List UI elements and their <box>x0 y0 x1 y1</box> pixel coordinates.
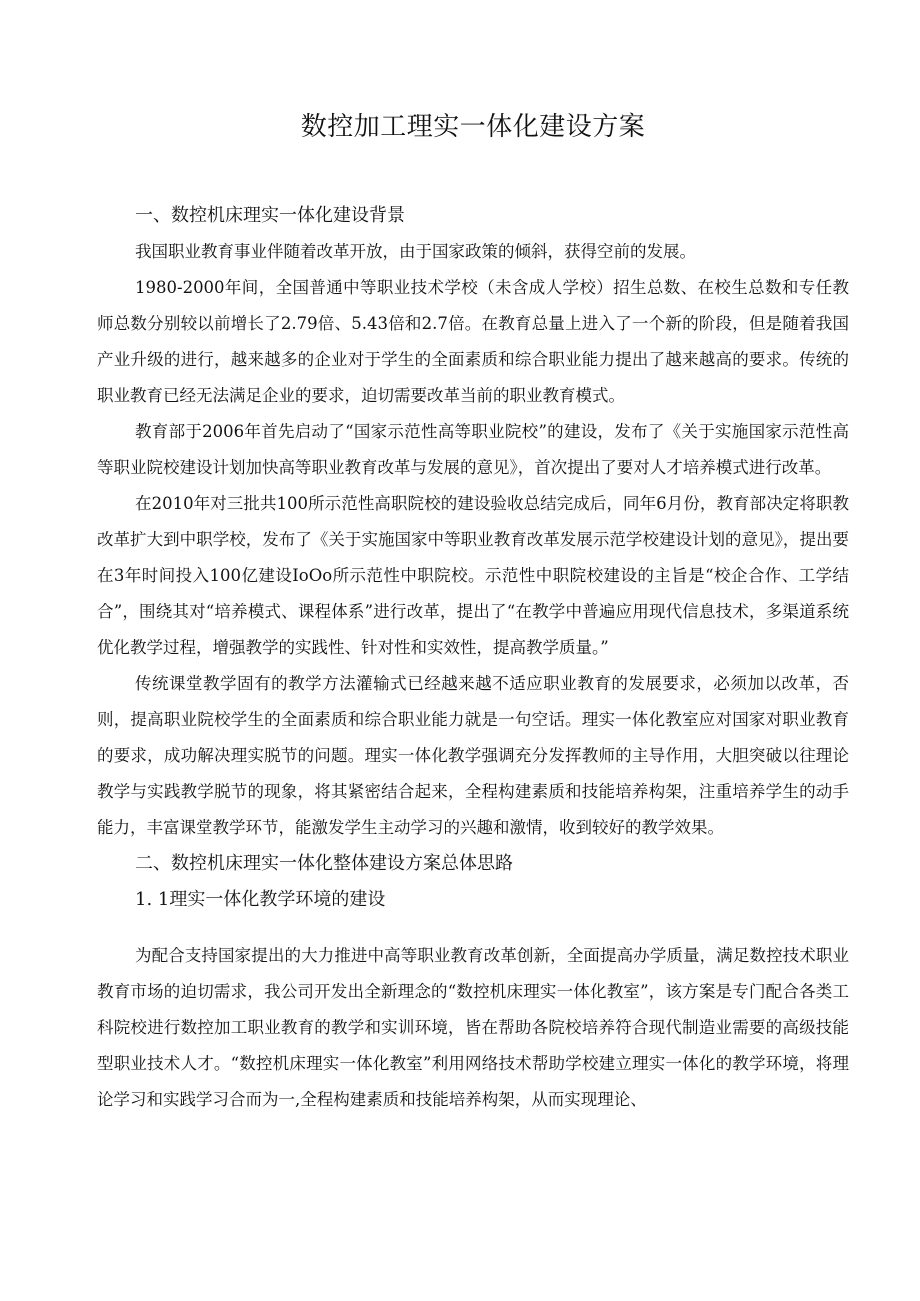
section-heading-background: 一、数控机床理实一体化建设背景 <box>135 205 405 226</box>
paragraph: 为配合支持国家提出的大力推进中高等职业教育改革创新，全面提高办学质量，满足数控技术职业教育市场的迫切需求，我公司开发出全新理念的“数控机床理实一体化教室”，该方案是专门配合各类工科院校进行数控加工职业教育的教学和实训环境，皆在帮助各院校培养符合现代制造业需要的高级技能型职业技术人才。“数控机床理实一体化教室”利用网络技术帮助学校建立理实一体化的教学环境，将理论学习和实践学习合而为一,全程构建素质和技能培养构架，从而实现理论、 <box>97 946 849 1109</box>
paragraph: 传统课堂教学固有的教学方法灌输式已经越来越不适应职业教育的发展要求，必须加以改革，否则，提高职业院校学生的全面素质和综合职业能力就是一句空话。理实一体化教室应对国家对职业教育的要求，成功解决理实脱节的问题。理实一体化教学强调充分发挥教师的主导作用，大胆突破以往理论教学与实践教学脱节的现象，将其紧密结合起来，全程构建素质和技能培养构架，注重培养学生的动手能力，丰富课堂教学环节，能激发学生主动学习的兴趣和激情，收到较好的教学效果。 <box>97 674 849 837</box>
paragraph: 教育部于2006年首先启动了“国家示范性高等职业院校”的建设，发布了《关于实施国家示范性高等职业院校建设计划加快高等职业教育改革与发展的意见》，首次提出了要对人才培养模式进行改革。 <box>97 422 849 477</box>
document-title: 数控加工理实一体化建设方案 <box>300 112 646 142</box>
paragraph: 在2010年对三批共100所示范性高职院校的建设验收总结完成后，同年6月份，教育部决定将职教改革扩大到中职学校，发布了《关于实施国家中等职业教育改革发展示范学校建设计划的意见》，提出要在3年时间投入100亿建设IoOo所示范性中职院校。示范性中职院校建设的主旨是“校企合作、工学结合”，围绕其对“培养模式、课程体系”进行改革，提出了“在教学中普遍应用现代信息技术，多渠道系统优化教学过程，增强教学的实践性、针对性和实效性，提高教学质量。” <box>97 494 849 657</box>
subsection-heading-environment: 1. 1理实一体化教学环境的建设 <box>135 889 386 910</box>
paragraph: 1980-2000年间，全国普通中等职业技术学校（未含成人学校）招生总数、在校生总数和专任教师总数分别较以前增长了2.79倍、5.43倍和2.7倍。在教育总量上进入了一个新的阶段，但是随着我国产业升级的进行，越来越多的企业对于学生的全面素质和综合职业能力提出了越来越高的要求。传统的职业教育已经无法满足企业的要求，迫切需要改革当前的职业教育模式。 <box>97 278 849 405</box>
paragraph: 我国职业教育事业伴随着改革开放，由于国家政策的倾斜，获得空前的发展。 <box>135 242 696 261</box>
section-heading-overall-plan: 二、数控机床理实一体化整体建设方案总体思路 <box>135 853 513 874</box>
